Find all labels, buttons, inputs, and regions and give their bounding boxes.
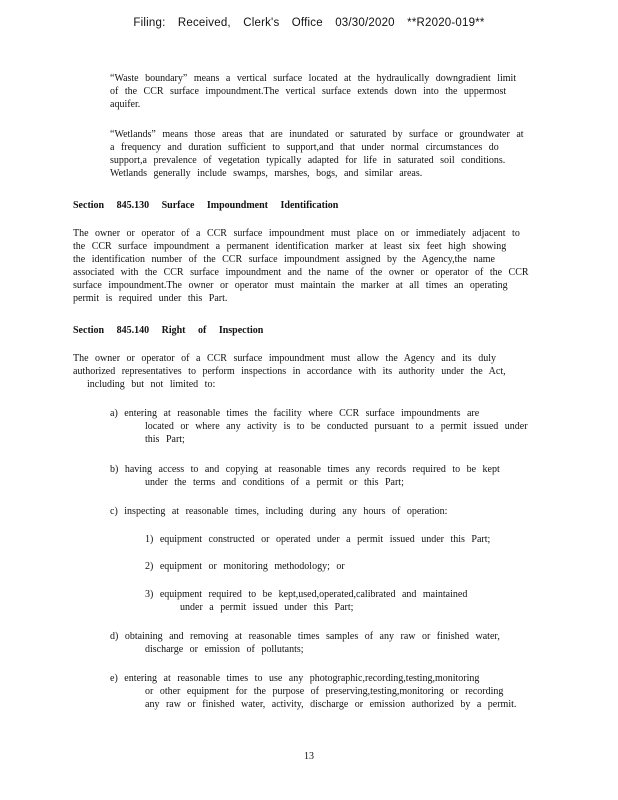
definition-line: a frequency and duration sufficient to support,and that under normal circumstances do bbox=[110, 142, 499, 153]
list-item-e bbox=[110, 672, 544, 711]
list-item-d bbox=[110, 630, 544, 656]
list-item-c bbox=[110, 505, 544, 518]
item-line: under the terms and conditions of a permit or this Part; bbox=[145, 477, 404, 488]
definition-line: Wetlands generally include swamps, marshes, bogs, and similar areas. bbox=[110, 168, 423, 179]
definition-wetlands bbox=[110, 128, 544, 180]
paragraph-line: surface impoundment.The owner or operator must maintain the marker at all times an operating bbox=[73, 280, 508, 291]
item-line: 1) equipment constructed or operated under a permit issued under this Part; bbox=[145, 534, 491, 545]
paragraph-line: The owner or operator of a CCR surface impoundment must place on or immediately adjacent to bbox=[73, 228, 520, 239]
item-line: b) having access to and copying at reasonable times any records required to be kept bbox=[110, 464, 500, 475]
list-item-c1 bbox=[145, 533, 545, 546]
page-number: 13 bbox=[304, 751, 314, 762]
definition-line: “Wetlands” means those areas that are inundated or saturated by surface or groundwater at bbox=[110, 129, 524, 140]
section-845-130-heading: Section 845.130 Surface Impoundment Identification bbox=[73, 200, 339, 211]
definition-line: aquifer. bbox=[110, 99, 141, 110]
definition-line: of the CCR surface impoundment.The vertical surface extends down into the uppermost bbox=[110, 86, 507, 97]
item-line: or other equipment for the purpose of preserving,testing,monitoring or recording bbox=[145, 686, 504, 697]
list-item-a bbox=[110, 407, 544, 446]
paragraph-line: permit is required under this Part. bbox=[73, 293, 228, 304]
paragraph-line: including but not limited to: bbox=[87, 379, 216, 390]
item-line: c) inspecting at reasonable times, including during any hours of operation: bbox=[110, 506, 448, 517]
item-line: a) entering at reasonable times the facility where CCR surface impoundments are bbox=[110, 408, 480, 419]
paragraph-line: The owner or operator of a CCR surface impoundment must allow the Agency and its duly bbox=[73, 353, 496, 364]
filing-header: Filing: Received, Clerk's Office 03/30/2020 **R2020-019** bbox=[133, 17, 485, 29]
item-line: this Part; bbox=[145, 434, 185, 445]
item-line: e) entering at reasonable times to use any photographic,recording,testing,monitoring bbox=[110, 673, 480, 684]
section-845-130-paragraph bbox=[73, 227, 544, 305]
item-line: under a permit issued under this Part; bbox=[180, 602, 354, 613]
item-line: d) obtaining and removing at reasonable times samples of any raw or finished water, bbox=[110, 631, 500, 642]
section-845-140-heading: Section 845.140 Right of Inspection bbox=[73, 325, 264, 336]
item-line: discharge or emission of pollutants; bbox=[145, 644, 304, 655]
definition-waste-boundary bbox=[110, 72, 544, 111]
item-line: 3) equipment required to be kept,used,operated,calibrated and maintained bbox=[145, 589, 468, 600]
paragraph-line: associated with the CCR surface impoundment and the name of the owner or operator of the CCR bbox=[73, 267, 529, 278]
item-line: any raw or finished water, activity, discharge or emission authorized by a permit. bbox=[145, 699, 517, 710]
list-item-b bbox=[110, 463, 544, 489]
item-line: 2) equipment or monitoring methodology; or bbox=[145, 561, 345, 572]
list-item-c3 bbox=[145, 588, 545, 614]
item-line: located or where any activity is to be conducted pursuant to a permit issued under bbox=[145, 421, 528, 432]
paragraph-line: authorized representatives to perform inspections in accordance with its authority under the Act, bbox=[73, 366, 506, 377]
list-item-c2 bbox=[145, 560, 545, 573]
paragraph-line: the identification number of the CCR surface impoundment assigned by the Agency,the name bbox=[73, 254, 495, 265]
definition-line: “Waste boundary” means a vertical surface located at the hydraulically downgradient limit bbox=[110, 73, 517, 84]
definition-line: support,a prevalence of vegetation typically adapted for life in saturated soil conditions. bbox=[110, 155, 506, 166]
section-845-140-paragraph bbox=[73, 352, 544, 391]
paragraph-line: the CCR surface impoundment a permanent identification marker at least six feet high showing bbox=[73, 241, 507, 252]
